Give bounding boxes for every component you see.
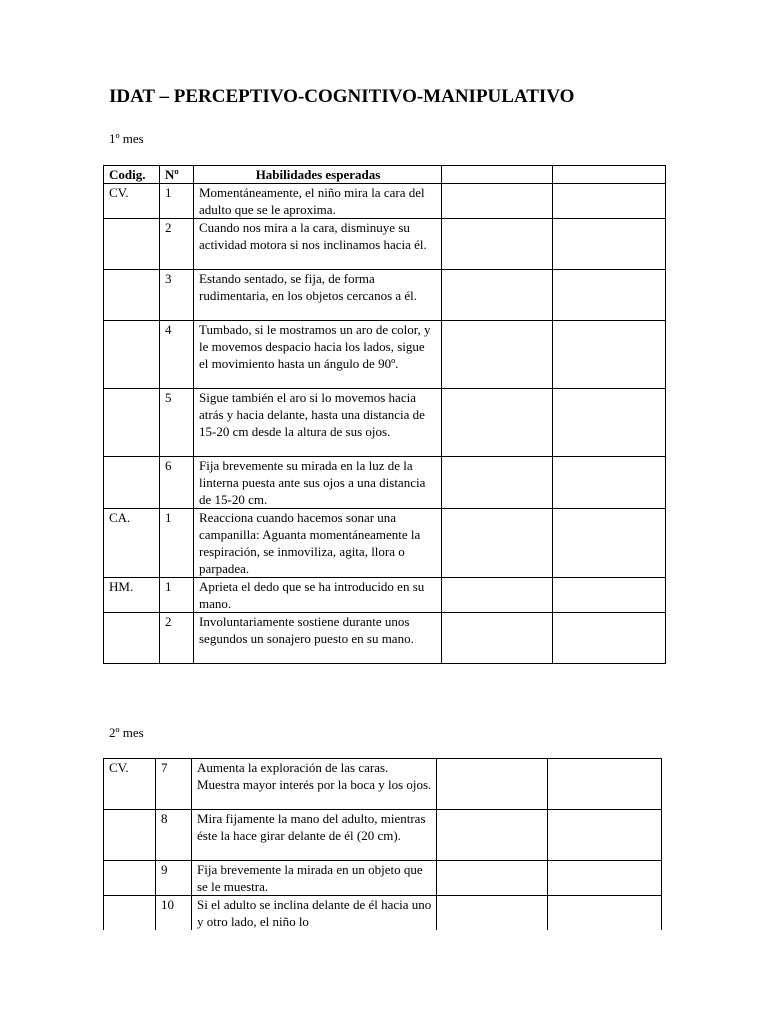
row-check-1 — [437, 896, 548, 931]
row-number: 1 — [160, 509, 194, 578]
row-number: 9 — [156, 861, 192, 896]
row-code: CV. — [104, 184, 160, 219]
row-skill: Momentáneamente, el niño mira la cara del adulto que se le aproxima. — [194, 184, 442, 219]
table-row — [104, 861, 662, 896]
row-code: CA. — [104, 509, 160, 578]
row-skill: Mira fijamente la mano del adulto, mientras éste la hace girar delante de él (20 cm). — [192, 810, 437, 861]
row-number: 1 — [160, 184, 194, 219]
row-number: 2 — [160, 219, 194, 270]
row-check-2 — [548, 896, 662, 931]
row-number: 6 — [160, 457, 194, 509]
row-code: CV. — [104, 759, 156, 810]
header-skills: Habilidades esperadas — [194, 166, 442, 184]
table-row — [104, 896, 662, 931]
row-skill: Sigue también el aro si lo movemos hacia atrás y hacia delante, hasta una distancia de 15-20 cm desde la altura de sus ojos. — [194, 389, 442, 457]
row-code — [104, 861, 156, 896]
row-skill: Involuntariamente sostiene durante unos segundos un sonajero puesto en su mano. — [194, 613, 442, 664]
row-check-2 — [548, 810, 662, 861]
row-skill: Fija brevemente la mirada en un objeto que se le muestra. — [192, 861, 437, 896]
table-row — [104, 759, 662, 810]
document-title: IDAT – PERCEPTIVO-COGNITIVO-MANIPULATIVO — [109, 86, 575, 107]
row-number: 4 — [160, 321, 194, 389]
month-2-label: 2º mes — [109, 725, 144, 740]
row-skill: Aprieta el dedo que se ha introducido en su mano. — [194, 578, 442, 613]
table-row — [104, 810, 662, 861]
row-code — [104, 896, 156, 931]
row-number: 5 — [160, 389, 194, 457]
month-2-table — [103, 758, 662, 930]
row-code — [104, 810, 156, 861]
row-skill: Reacciona cuando hacemos sonar una campanilla: Aguanta momentáneamente la respiración, se inmoviliza, agita, llora o parpadea. — [194, 509, 442, 578]
row-number: 10 — [156, 896, 192, 931]
month-1-label: 1º mes — [109, 131, 144, 146]
row-skill: Aumenta la exploración de las caras. Muestra mayor interés por la boca y los ojos. — [192, 759, 437, 810]
row-skill: Cuando nos mira a la cara, disminuye su actividad motora si nos inclinamos hacia él. — [194, 219, 442, 270]
row-check-1 — [437, 861, 548, 896]
header-number: Nº — [160, 166, 194, 184]
row-skill: Estando sentado, se fija, de forma rudimentaria, en los objetos cercanos a él. — [194, 270, 442, 321]
row-check-1 — [437, 759, 548, 810]
row-skill: Fija brevemente su mirada en la luz de la linterna puesta ante sus ojos a una distancia de 15-20 cm. — [194, 457, 442, 509]
header-code: Codig. — [104, 166, 160, 184]
row-number: 2 — [160, 613, 194, 664]
row-check-2 — [548, 861, 662, 896]
row-number: 1 — [160, 578, 194, 613]
row-check-1 — [437, 810, 548, 861]
row-number: 3 — [160, 270, 194, 321]
row-check-2 — [548, 759, 662, 810]
row-number: 7 — [156, 759, 192, 810]
row-skill: Si el adulto se inclina delante de él hacia uno y otro lado, el niño lo — [192, 896, 437, 931]
row-code: HM. — [104, 578, 160, 613]
row-number: 8 — [156, 810, 192, 861]
row-skill: Tumbado, si le mostramos un aro de color, y le movemos despacio hacia los lados, sigue el movimiento hasta un ángulo de 90º. — [194, 321, 442, 389]
